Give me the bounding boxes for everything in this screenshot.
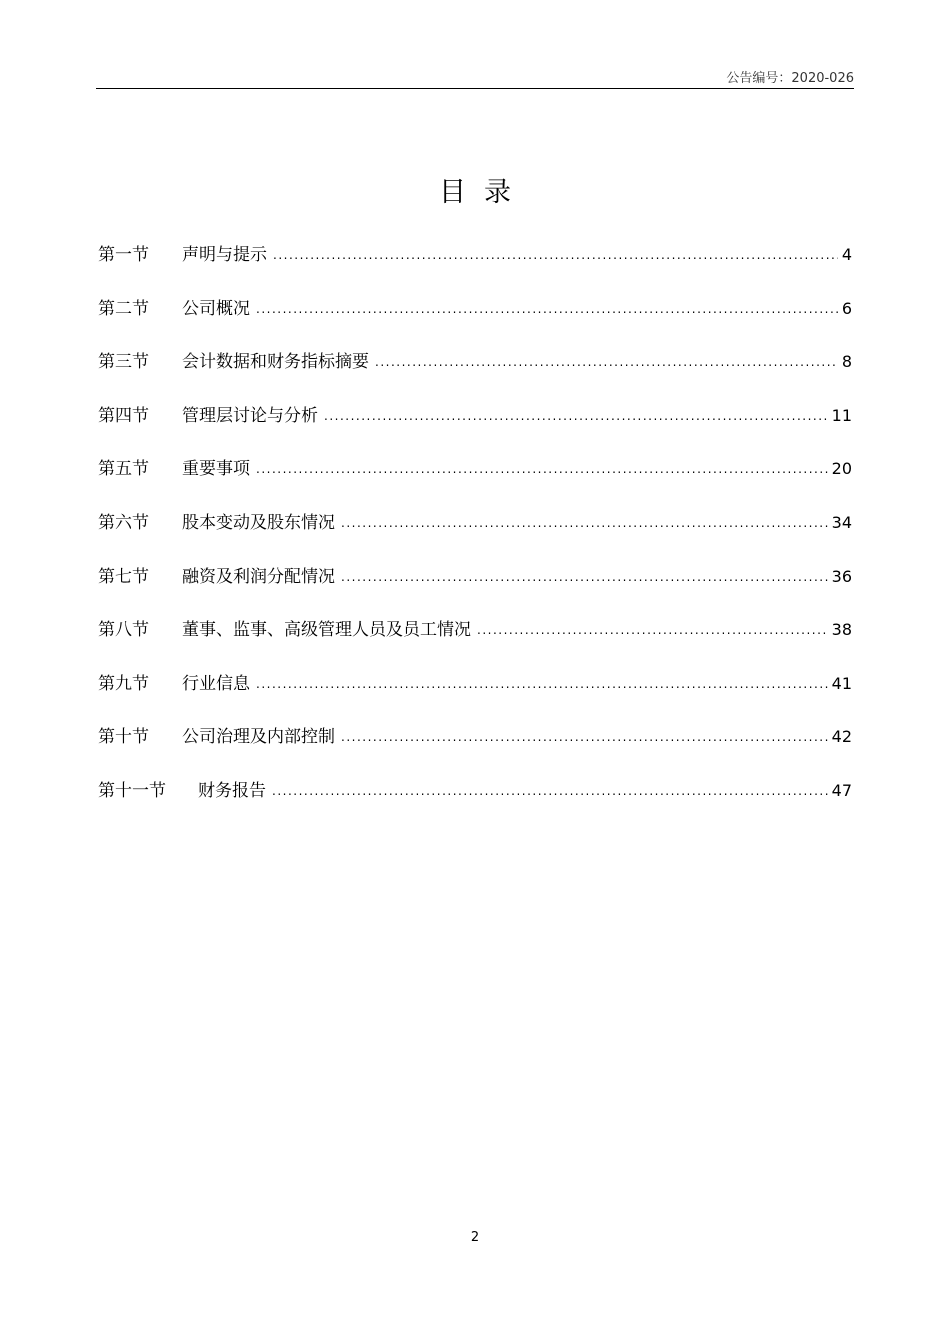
toc-page-number: 42 — [831, 727, 852, 747]
toc-page-number: 41 — [831, 673, 852, 693]
toc-entry-2[interactable] — [98, 294, 852, 348]
toc-section-label: 第九节 — [98, 673, 149, 694]
toc-section-label: 第五节 — [98, 459, 149, 480]
toc-section-name: 公司治理及内部控制 — [182, 727, 335, 748]
footer-page-number: 2 — [470, 1230, 480, 1245]
toc-dot-leader — [272, 784, 828, 798]
toc-section-label: 第二节 — [98, 298, 149, 319]
toc-section-label: 第六节 — [98, 512, 149, 533]
toc-entry-7[interactable] — [98, 562, 852, 616]
toc-dot-leader — [341, 516, 828, 530]
toc-dot-leader — [273, 248, 838, 262]
toc-section-label: 第十节 — [98, 727, 149, 748]
toc-section-name: 股本变动及股东情况 — [182, 512, 335, 533]
toc-entry-5[interactable] — [98, 454, 852, 508]
toc-section-name: 重要事项 — [182, 459, 250, 480]
toc-page-number: 6 — [841, 298, 852, 318]
toc-entry-9[interactable] — [98, 669, 852, 723]
toc-page-number: 20 — [831, 459, 852, 479]
toc-page-number: 47 — [831, 780, 852, 800]
toc-page-number: 8 — [841, 352, 852, 372]
toc-entry-8[interactable] — [98, 615, 852, 669]
toc-dot-leader — [341, 730, 828, 744]
toc-section-name: 声明与提示 — [182, 245, 267, 265]
toc-section-name: 管理层讨论与分析 — [182, 405, 318, 426]
toc-dot-leader — [256, 302, 838, 316]
toc-dot-leader — [341, 570, 828, 584]
toc-section-label: 第三节 — [98, 352, 149, 373]
toc-section-name: 财务报告 — [198, 780, 266, 801]
toc-entry-1[interactable] — [98, 240, 852, 294]
toc-page-number: 34 — [831, 512, 852, 532]
toc-page-number: 38 — [831, 620, 852, 640]
toc-section-label: 第八节 — [98, 620, 149, 641]
toc-page-number: 4 — [841, 245, 852, 264]
toc-page-number: 11 — [831, 405, 852, 425]
toc-section-label: 第四节 — [98, 405, 149, 426]
toc-entry-6[interactable] — [98, 508, 852, 562]
toc-section-name: 董事、监事、高级管理人员及员工情况 — [182, 620, 471, 641]
page-title: 目录 — [439, 177, 529, 208]
toc-dot-leader — [256, 462, 828, 476]
toc-dot-leader — [477, 623, 828, 637]
announcement-code: 公告编号：2020-026 — [726, 71, 854, 86]
toc-entry-10[interactable] — [98, 722, 852, 776]
header-divider — [96, 88, 854, 89]
table-of-contents — [98, 240, 852, 830]
toc-entry-11[interactable] — [98, 776, 852, 830]
toc-dot-leader — [375, 355, 838, 369]
toc-section-name: 融资及利润分配情况 — [182, 566, 335, 587]
toc-section-label: 第十一节 — [98, 780, 166, 801]
toc-entry-3[interactable] — [98, 347, 852, 401]
toc-section-label: 第一节 — [98, 245, 149, 265]
toc-section-name: 会计数据和财务指标摘要 — [182, 352, 369, 373]
toc-section-label: 第七节 — [98, 566, 149, 587]
toc-entry-4[interactable] — [98, 401, 852, 455]
toc-page-number: 36 — [831, 566, 852, 586]
toc-dot-leader — [324, 409, 828, 423]
toc-section-name: 公司概况 — [182, 298, 250, 319]
toc-dot-leader — [256, 677, 828, 691]
toc-section-name: 行业信息 — [182, 673, 250, 694]
